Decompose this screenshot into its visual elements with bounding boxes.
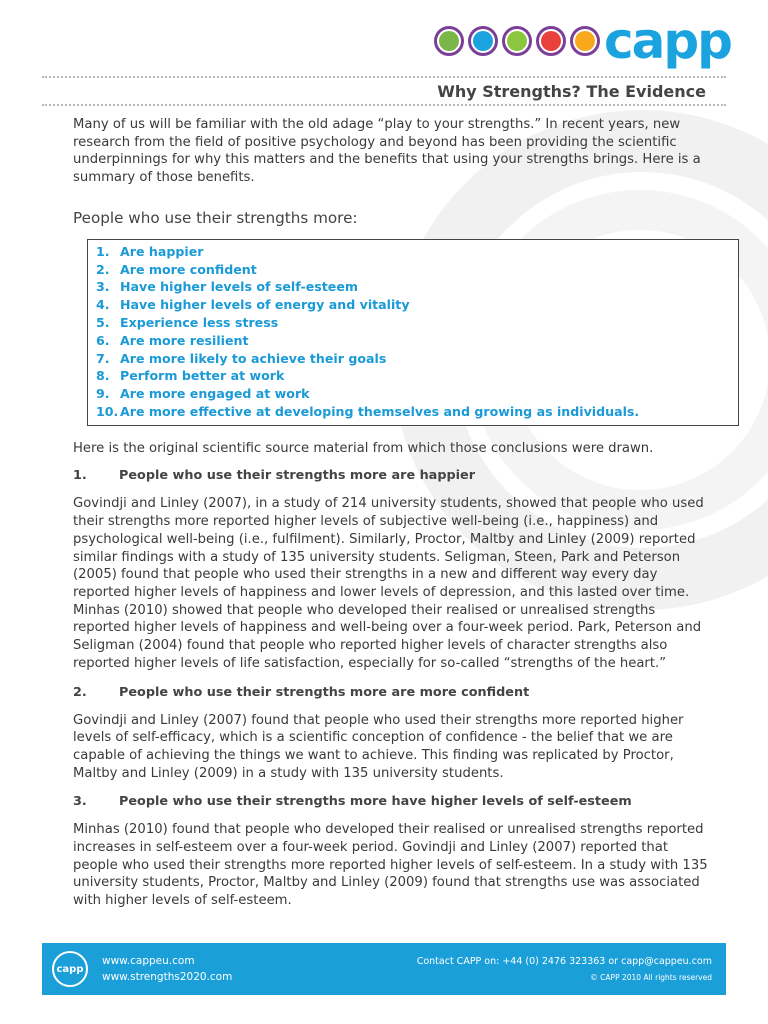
footer-links	[102, 953, 232, 985]
atom-icon	[570, 26, 600, 56]
section-heading: 3. People who use their strengths more have higher levels of self-esteem	[73, 794, 632, 810]
section-body: Govindji and Linley (2007), in a study of 214 university students, showed that people who used their strengths more reported higher levels of subjective well-being (i.e., happiness) and psychological well-being (i.e., fulfilment). Similarly, Proctor, Maltby and Linley (2009) reported similar findings with a study of 135 university students. Seligman, Steen, Park and Peterson (2005) found that people who used their strengths in a new and different way every day reported higher levels of happiness and lower levels of depression, and this lasted over time. Minhas (2010) showed that people who developed their realised or unrealised strengths reported higher levels of happiness and well-being over a four-week period. Park, Peterson and Seligman (2004) found that people who reported higher levels of character strengths also reported higher levels of life satisfaction, especially for so-called “strengths of the heart.”	[73, 496, 704, 671]
summary-heading: People who use their strengths more:	[73, 208, 358, 227]
list-item: 8. Perform better at work	[96, 368, 285, 384]
page-footer	[42, 943, 726, 995]
main-content	[73, 116, 713, 922]
list-item: 6. Are more resilient	[96, 332, 249, 348]
source-lead: Here is the original scientific source material from which those conclusions were drawn.	[73, 440, 654, 456]
footer-contact	[417, 954, 712, 986]
list-item: 7. Are more likely to achieve their goals	[96, 350, 387, 366]
contact-info: Contact CAPP on: +44 (0) 2476 323363 or capp@cappeu.com	[416, 956, 712, 967]
page-title: Why Strengths? The Evidence	[437, 82, 706, 101]
website-link[interactable]: www.strengths2020.com	[102, 971, 233, 983]
lightbulb-icon	[468, 26, 498, 56]
list-item: 10. Are more effective at developing themselves and growing as individuals.	[96, 403, 640, 419]
globe-icon	[434, 26, 464, 56]
header-divider-top	[42, 76, 726, 78]
footer-logo: capp	[52, 951, 88, 987]
copyright: © CAPP 2010 All rights reserved	[590, 973, 712, 982]
section-heading: 1. People who use their strengths more are happier	[73, 468, 476, 484]
summary-list	[96, 243, 730, 421]
section-body: Minhas (2010) found that people who developed their realised or unrealised strengths reported increases in self-esteem over a four-week period. Govindji and Linley (2007) reported that people who used their strengths more reported higher levels of self-esteem. In a study with 135 university students, Proctor, Maltby and Linley (2009) found that strengths use was associated with higher levels of self-esteem.	[73, 822, 708, 909]
section-body: Govindji and Linley (2007) found that people who used their strengths more reported higher levels of self-efficacy, which is a scientific conception of confidence - the belief that we are capable of achieving the things we want to achieve. This finding was replicated by Proctor, Maltby and Linley (2009) in a study with 135 university students.	[73, 712, 684, 781]
header-divider-bottom	[42, 104, 726, 106]
summary-box	[87, 239, 739, 426]
list-item: 1. Are happier	[96, 243, 204, 259]
website-link[interactable]: www.cappeu.com	[102, 955, 195, 967]
megaphone-icon	[502, 26, 532, 56]
brand-logo: capp	[604, 12, 731, 70]
list-item: 3. Have higher levels of self-esteem	[96, 279, 358, 295]
list-item: 2. Are more confident	[96, 261, 257, 277]
intro-paragraph: Many of us will be familiar with the old adage “play to your strengths.” In recent years, new research from the field of positive psychology and beyond has been providing the scientific underpinnings for why this matters and the benefits that using your strengths brings. Here is a summary of those benefits.	[73, 117, 701, 186]
logo-icons	[434, 26, 600, 56]
section-heading: 2. People who use their strengths more are more confident	[73, 684, 530, 700]
list-item: 4. Have higher levels of energy and vitality	[96, 297, 410, 313]
heart-hand-icon	[536, 26, 566, 56]
list-item: 5. Experience less stress	[96, 315, 279, 330]
list-item: 9. Are more engaged at work	[96, 386, 310, 402]
